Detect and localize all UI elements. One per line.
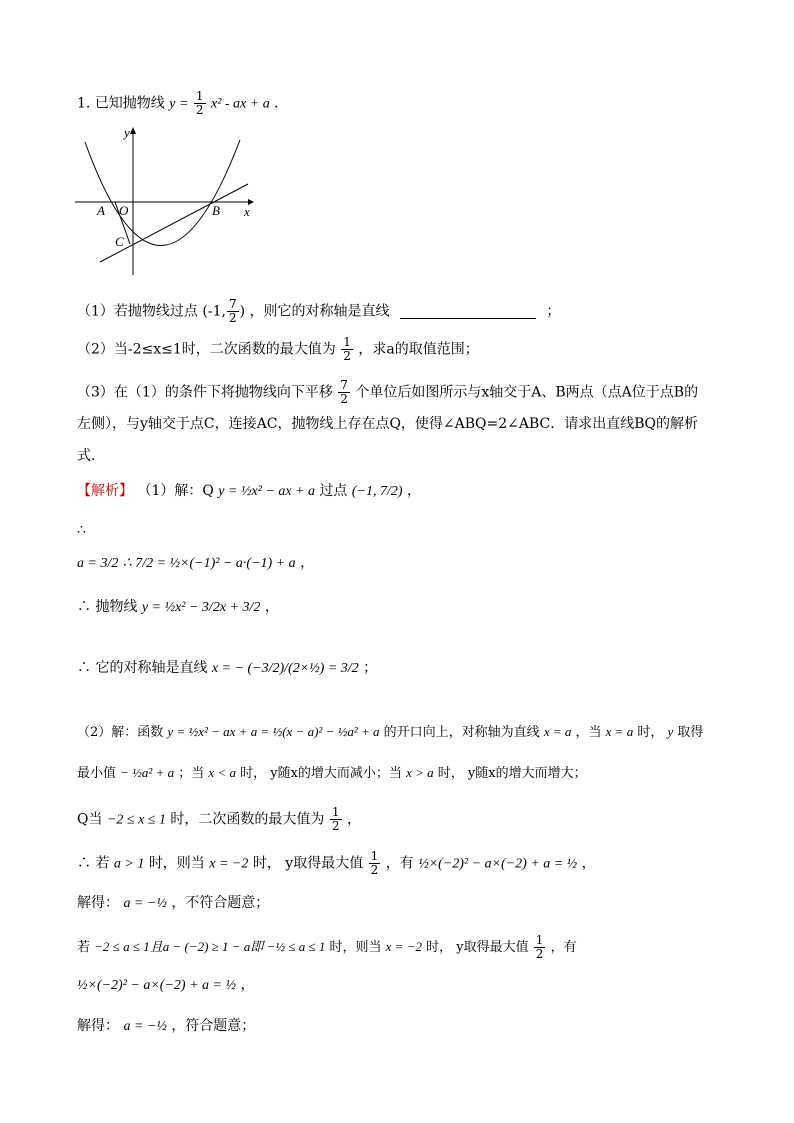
label-y: y — [124, 125, 130, 140]
question-1: （1）若抛物线过点 (-1, $\frac{7}{2}$ ) ，则它的对称轴是直线 ； — [77, 297, 561, 325]
problem-number: 1. — [77, 95, 91, 112]
part2-line-3: Q当 −2 ≤ x ≤ 1 时，二次函数的最大值为 $\frac{1}{2}$ ， — [77, 805, 361, 833]
label-c: C — [115, 234, 124, 249]
part2-line-8: 解得： a = −½ ，符合题意； — [77, 1018, 256, 1034]
label-b: B — [212, 203, 220, 218]
parabola-graph — [70, 120, 270, 280]
problem-line-1: 1. 已知抛物线 y = $\frac{1}{2}$ x² - ax + a ． — [77, 89, 289, 117]
stem-frac: $\frac{1}{2}$ — [195, 89, 204, 117]
question-2: （2）当-2≤x≤1时，二次函数的最大值为 $\frac{1}{2}$ ，求a的取值范围； — [77, 335, 479, 363]
part2-line-1: （2）解：函数 y = ½x² − ax + a = ½(x − a)² − ½a² + a 的开口向上，对称轴为直线 x = a ，当 x = a 时， y 取得 — [77, 724, 704, 740]
solution-tag: 【解析】 — [77, 483, 133, 499]
part2-line-7: ½×(−2)² − a×(−2) + a = ½ ， — [77, 977, 255, 993]
answer-blank — [400, 304, 536, 319]
part2-line-2: 最小值 − ½a² + a ；当 x < a 时， y随x的增大而减小；当 x > a 时， y随x的增大而增大； — [77, 765, 587, 781]
label-o: O — [119, 203, 129, 218]
solution-parabola: ∴ 抛物线 y = ½x² − 3/2x + 3/2 ， — [77, 599, 279, 615]
question-3-line-2: 左侧），与y轴交于点C，连接AC，抛物线上存在点Q，使得∠ABQ=2∠ABC．请求出直线BQ的解析 — [77, 416, 699, 432]
stem-lhs: y = — [169, 96, 189, 112]
part2-line-6: 若 −2 ≤ a ≤ 1且a − (−2) ≥ 1 − a即 −½ ≤ a ≤ 1 时，则当 x = −2 时， y取得最大值 $\frac{1}{2}$ ，有 — [77, 933, 577, 961]
stem-rhs: x² - ax + a — [210, 96, 270, 112]
solution-axis: ∴ 它的对称轴是直线 x = − (−3/2)/(2×½) = 3/2 ； — [77, 660, 378, 676]
parabola-curve — [85, 140, 240, 246]
part2-line-5: 解得： a = −½ ，不符合题意； — [77, 895, 270, 911]
label-a: A — [97, 203, 105, 218]
label-x: x — [244, 204, 250, 219]
question-3-line-1: （3）在（1）的条件下将抛物线向下平移 $\frac{7}{2}$ 个单位后如图所示与x轴交于A、B两点（点A位于点B的 — [77, 378, 699, 406]
part2-line-4: ∴ 若 a > 1 时，则当 x = −2 时， y取得最大值 $\frac{1}{2}$ ，有 ½×(−2)² − a×(−2) + a = ½ ， — [77, 849, 596, 877]
solution-line-1: 【解析】 （1）解：Q y = ½x² − ax + a 过点 (−1, 7/2) ， — [77, 483, 422, 499]
solution-therefore: ∴ — [77, 522, 86, 538]
question-3-line-3: 式． — [77, 448, 105, 464]
problem-stem: 已知抛物线 — [94, 95, 165, 112]
solution-line-a: a = 3/2 ∴ 7/2 = ½×(−1)² − a·(−1) + a ， — [77, 555, 315, 571]
y-axis-arrow — [130, 127, 136, 134]
